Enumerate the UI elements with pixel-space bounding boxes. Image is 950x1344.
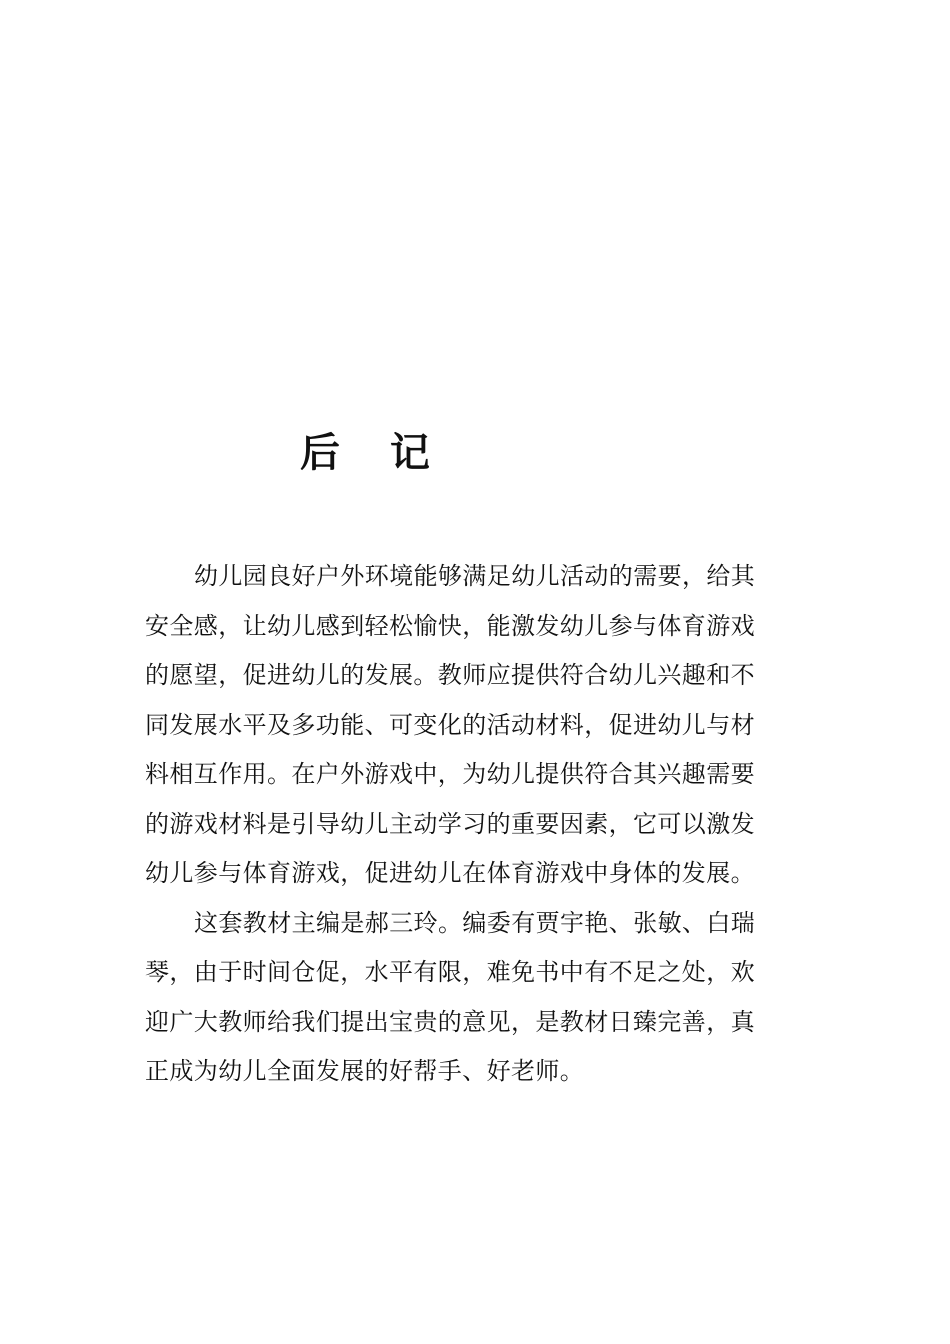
text-line: 幼儿园良好户外环境能够满足幼儿活动的需要，给其 bbox=[194, 562, 756, 590]
text-line: 正成为幼儿全面发展的好帮手、好老师。 bbox=[145, 1057, 585, 1085]
text-line: 琴，由于时间仓促，水平有限，难免书中有不足之处，欢 bbox=[145, 958, 755, 986]
text-line: 的愿望，促进幼儿的发展。教师应提供符合幼儿兴趣和不 bbox=[145, 661, 755, 689]
paragraph-2 bbox=[145, 899, 785, 1097]
text-line: 迎广大教师给我们提出宝贵的意见，是教材日臻完善，真 bbox=[145, 1007, 755, 1036]
text-line: 料相互作用。在户外游戏中，为幼儿提供符合其兴趣需要 bbox=[145, 760, 755, 788]
text-line: 这套教材主编是郝三玲。编委有贾宇艳、张敏、白瑞 bbox=[194, 908, 756, 937]
text-line: 同发展水平及多功能、可变化的活动材料，促进幼儿与材 bbox=[145, 710, 755, 739]
text-line: 的游戏材料是引导幼儿主动学习的重要因素，它可以激发 bbox=[145, 809, 755, 838]
page-title: 后 记 bbox=[300, 429, 448, 476]
paragraph-1 bbox=[145, 552, 785, 899]
text-line: 安全感，让幼儿感到轻松愉快，能激发幼儿参与体育游戏 bbox=[145, 611, 755, 640]
text-line: 幼儿参与体育游戏，促进幼儿在体育游戏中身体的发展。 bbox=[145, 859, 755, 887]
body-text bbox=[145, 552, 785, 1097]
